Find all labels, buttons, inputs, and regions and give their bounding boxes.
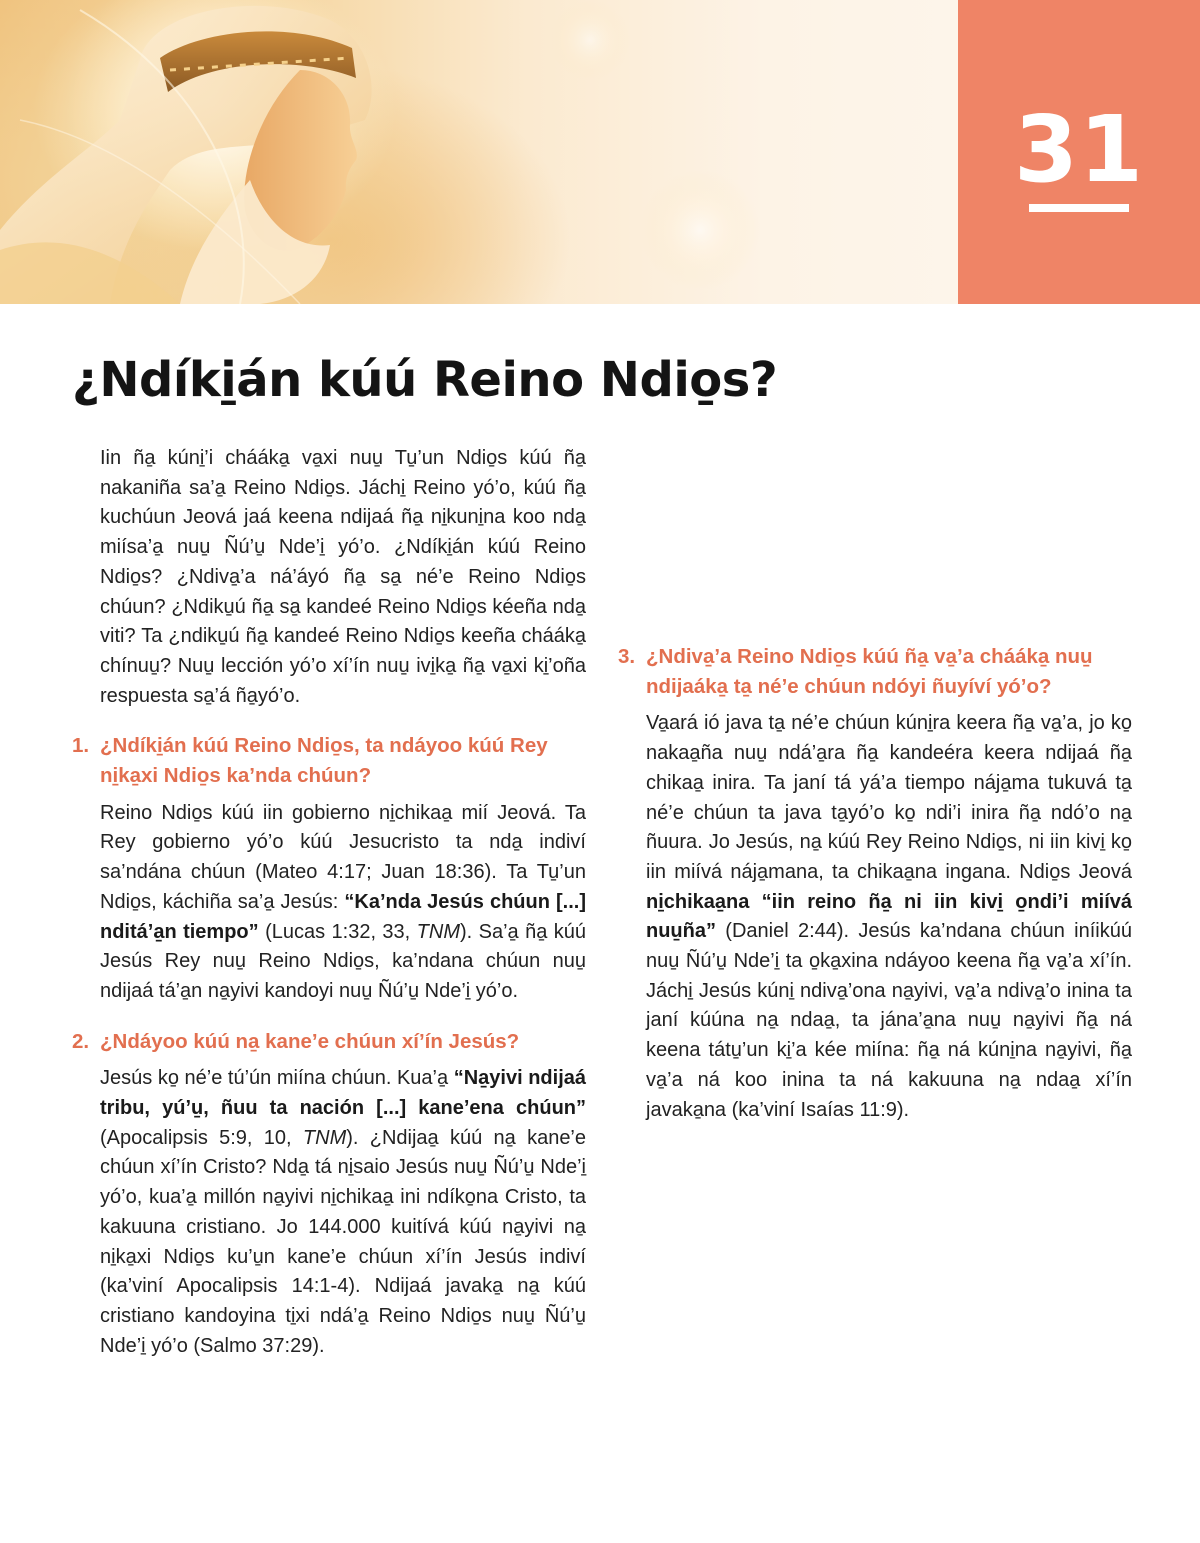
left-column <box>72 444 587 1361</box>
question-text: ¿Ndáyoo kúú na̱ kane’e chúun xí’ín Jesús? <box>100 1029 520 1053</box>
answer-text: (Daniel 2:44). Jesús ka’ndana chúun iníikúú nuu̱ Ñú’u̱ Nde’i̱ ta o̱ka̱xina ndáyoo keena ña̱ va̱’a xí’ín. Jáchi̱ Jesús kúni̱ ndiva̱’ona na̱yivi, va̱’a ndiva̱’o inina ta janí kúúna na̱ ndaa̱, ta jána’a̱na nuu̱ na̱yivi ña̱ ná keena tátu̱’un ki̱’a kée miína: ña̱ ná kúni̱na na̱yivi, ña̱ va̱’a ná koo inina ta ná kakuuna na̱ ndaa̱ xí’ín javaka̱na (ka’viní Isaías 11:9). <box>646 920 1132 1121</box>
answer-text: (Apocalipsis 5:9, 10, <box>100 1126 303 1149</box>
answer-text: Va̱ará ió java ta̱ né’e chúun kúni̱ra keera ña̱ va̱’a, jo ko̱ nakaa̱ña nuu̱ ndá’a̱ra ña̱ kandeéra keera ndijaá ña̱ chikaa̱ inira. Ta janí tá yá’a tiempo nája̱ma tukuvá ta̱ né’e chúun ta java ta̱yó’o ko̱ ndi’i inira ña̱ ndó’o na̱ ñuura. Jo Jesús, na̱ kúú Rey Reino Ndio̱s, ni iin kivi̱ ko̱ iin miívá nája̱mana, ta chikaa̱na ingana. Ndio̱s Jeová <box>646 712 1132 883</box>
chapter-number: 31 <box>1013 96 1145 203</box>
answer-paragraph-3 <box>646 709 1132 1125</box>
question-number: 1. <box>72 734 90 758</box>
question-number: 2. <box>72 1029 90 1053</box>
intro-paragraph: Iin ña̱ kúni̱’i chááka̱ va̱xi nuu̱ Tu̱’un Ndio̱s kúú ña̱ nakaniña sa’a̱ Reino Ndio̱s. Jáchi̱ Reino yó’o, kúú ña̱ kuchúun Jeová jaá keena ndijaá ña̱ ni̱kuni̱na koo nda̱ miísa’a̱ nuu̱ Ñú’u̱ Nde’i̱ yó’o. ¿Ndíki̱án kúú Reino Ndio̱s? ¿Ndiva̱’a ná’áyó ña̱ sa̱ né’e Reino Ndio̱s chúun? ¿Ndiku̱ú ña̱ sa̱ kandeé Reino Ndio̱s kéeña nda̱ viti? Ta ¿ndiku̱ú ña̱ kandeé Reino Ndio̱s keeña chááka̱ chínuu̱? Nuu̱ lección yó’o xí’ín nuu̱ ivi̱ka̱ ña̱ va̱xi ki̱’oña respuesta sa̱’á ña̱yó’o. <box>100 447 586 707</box>
question-heading-3 <box>618 642 1132 701</box>
answer-text: (Lucas 1:32, 33, <box>258 920 417 943</box>
answer-text: ). Sa’a̱ ña̱ kúú Jesús Rey nuu̱ Reino Ndio̱s, ka’ndana chúun nuu̱ ndijaá tá’a̱n na̱yivi kandoyi nuu̱ Ñú’u̱ Nde’i̱ yó’o. <box>100 920 586 1002</box>
right-column-content <box>618 642 1132 1125</box>
question-heading-1 <box>72 731 586 790</box>
question-text: ¿Ndiva̱’a Reino Ndio̱s kúú ña̱ va̱’a chááka̱ nuu̱ ndijaáka̱ ta̱ né’e chúun ndóyi ñuyíví yó’o? <box>646 645 1093 698</box>
answer-paragraph-2 <box>100 1064 586 1361</box>
question-heading-2 <box>72 1027 586 1057</box>
scripture-quote: ni̱chikaa̱na “iin reino ña̱ ni iin kivi̱ o̱ndi’i miívá nuu̱ña” <box>646 890 1132 943</box>
answer-text: Reino Ndio̱s kúú iin gobierno ni̱chikaa̱ mií Jeová. Ta Rey gobierno yó’o kúú Jesucristo ta nda̱ indiví sa’ndána chúun (Mateo 4:17; Juan 18:36). Ta Tu̱’un Ndio̱s, káchiña sa’a̱ Jesús: <box>100 801 586 913</box>
translation-abbrev: TNM <box>302 1126 347 1149</box>
scripture-quote: “Ka’nda Jesús chúun [...] nditá’a̱n tiempo” <box>100 890 586 943</box>
page-title: ¿Ndíki̱án kúú Reino Ndio̱s? <box>72 352 778 408</box>
translation-abbrev: TNM <box>416 920 460 943</box>
question-text: ¿Ndíki̱án kúú Reino Ndio̱s, ta ndáyoo kúú Rey ni̱ka̱xi Ndio̱s ka’nda chúun? <box>100 734 548 788</box>
answer-text: ). ¿Ndijaa̱ kúú na̱ kane’e chúun xí’ín Cristo? Nda̱ tá ni̱saio Jesús nuu̱ Ñú’u̱ Nde’i̱ yó’o, kua’a̱ millón na̱yivi ni̱chikaa̱ ini ndíko̱na Cristo, ta kakuuna cristiano. Jo 144.000 kuitívá kúú na̱yivi na̱ ni̱ka̱xi Ndio̱s ku’u̱n kane’e chúun xí’ín Jesús indiví (ka’viní Apocalipsis 14:1-4). Ndijaá javaka̱ na̱ kúú cristiano kandoyina ti̱xi ndá’a̱ Reino Ndio̱s nuu̱ Ñú’u̱ Nde’i̱ yó’o (Salmo 37:29). <box>100 1126 587 1357</box>
scripture-quote: “Na̱yivi ndijaá tribu, yú’u̱, ñuu ta nación [...] kane’ena chúun” <box>100 1067 586 1120</box>
answer-paragraph-1 <box>100 799 586 1007</box>
question-number: 3. <box>618 645 636 668</box>
answer-text: Jesús ko̱ né’e tú’ún miína chúun. Kua’a̱ <box>100 1067 454 1090</box>
